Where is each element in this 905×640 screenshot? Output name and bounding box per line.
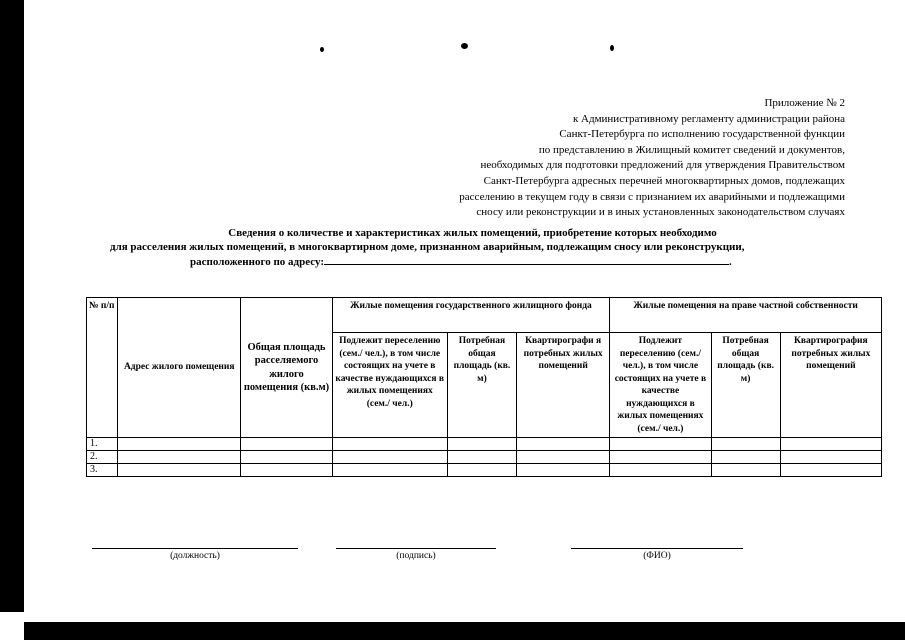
table-cell bbox=[118, 464, 241, 477]
table-cell bbox=[610, 464, 711, 477]
signature-sign bbox=[336, 548, 496, 561]
table-cell bbox=[517, 451, 610, 464]
table-row bbox=[87, 451, 882, 464]
table-cell bbox=[447, 438, 516, 451]
scan-edge-bottom bbox=[24, 622, 905, 640]
title-line-3 bbox=[0, 254, 905, 269]
signature-name bbox=[571, 548, 743, 561]
table-cell bbox=[332, 451, 447, 464]
signature-name-label: (ФИО) bbox=[643, 551, 671, 561]
scan-edge-left bbox=[0, 0, 24, 612]
scan-speck bbox=[610, 45, 614, 51]
table-cell bbox=[780, 464, 881, 477]
signature-position bbox=[92, 548, 298, 561]
title-line-2: для расселения жилых помещений, в многоквартирном доме, признанном аварийным, подлежащим сносу или реконструкции, bbox=[110, 241, 745, 253]
row-number: 3. bbox=[87, 464, 118, 477]
table-row bbox=[87, 438, 882, 451]
appendix-line: сносу или реконструкции и в иных установленных законодательством случаях bbox=[476, 206, 845, 219]
scan-corner bbox=[0, 612, 24, 640]
table-row bbox=[87, 464, 882, 477]
address-end: . bbox=[729, 256, 732, 268]
header-state-resettle: Подлежит переселению (сем./ чел.), в том числе состоящих на учете в качестве нуждающихся в жилых помещениях (сем./ чел.) bbox=[332, 333, 447, 438]
title-line-1: Сведения о количестве и характеристиках жилых помещений, приобретение которых необходимо bbox=[228, 227, 717, 239]
header-private-resettle: Подлежит переселению (сем./ чел.), в том числе состоящих на учете в качестве нуждающихся в жилых помещениях (сем./ чел.) bbox=[610, 333, 711, 438]
appendix-line: к Административному регламенту администрации района bbox=[572, 112, 845, 125]
table-cell bbox=[711, 451, 780, 464]
header-group-private: Жилые помещения на праве частной собственности bbox=[610, 298, 882, 333]
table-cell bbox=[610, 451, 711, 464]
table-cell bbox=[447, 464, 516, 477]
table-cell bbox=[711, 438, 780, 451]
header-state-area: Потребная общая площадь (кв. м) bbox=[447, 333, 516, 438]
signature-line bbox=[92, 548, 298, 549]
table-cell bbox=[447, 451, 516, 464]
table-cell bbox=[780, 438, 881, 451]
appendix-line: по представлению в Жилищный комитет сведений и документов, bbox=[538, 143, 845, 156]
housing-table bbox=[86, 297, 882, 477]
header-area: Общая площадь расселяемого жилого помещения (кв.м) bbox=[241, 298, 332, 438]
scan-speck bbox=[461, 43, 468, 49]
table-cell bbox=[610, 438, 711, 451]
address-label: расположенного по адресу: bbox=[190, 256, 324, 268]
appendix-line: Санкт-Петербурга по исполнению государственной функции bbox=[559, 128, 845, 141]
header-num: № п/п bbox=[87, 298, 118, 438]
table-cell bbox=[517, 464, 610, 477]
table-cell bbox=[780, 451, 881, 464]
appendix-line: расселению в текущем году в связи с признанием их аварийными и подлежащими bbox=[459, 190, 845, 203]
address-fill-line bbox=[324, 254, 729, 265]
header-private-apartments: Квартирография потребных жилых помещений bbox=[780, 333, 881, 438]
header-private-area: Потребная общая площадь (кв. м) bbox=[711, 333, 780, 438]
appendix-line: необходимых для подготовки предложений для утверждения Правительством bbox=[480, 159, 845, 172]
table-cell bbox=[332, 464, 447, 477]
header-group-state: Жилые помещения государственного жилищного фонда bbox=[332, 298, 610, 333]
table-cell bbox=[118, 438, 241, 451]
signature-line bbox=[571, 548, 743, 549]
table-cell bbox=[332, 438, 447, 451]
appendix-note bbox=[385, 96, 845, 221]
signature-line bbox=[336, 548, 496, 549]
header-address: Адрес жилого помещения bbox=[118, 298, 241, 438]
table-cell bbox=[517, 438, 610, 451]
row-number: 1. bbox=[87, 438, 118, 451]
signature-position-label: (должность) bbox=[170, 551, 220, 561]
table-cell bbox=[241, 451, 332, 464]
table-cell bbox=[118, 451, 241, 464]
scan-speck bbox=[320, 47, 324, 52]
header-state-apartments: Квартирографи я потребных жилых помещений bbox=[517, 333, 610, 438]
document-title bbox=[0, 226, 905, 269]
appendix-line: Санкт-Петербурга адресных перечней многоквартирных домов, подлежащих bbox=[483, 174, 845, 187]
row-number: 2. bbox=[87, 451, 118, 464]
table-cell bbox=[241, 438, 332, 451]
appendix-line: Приложение № 2 bbox=[764, 97, 845, 109]
table-cell bbox=[711, 464, 780, 477]
table-cell bbox=[241, 464, 332, 477]
signature-sign-label: (подпись) bbox=[396, 551, 436, 561]
